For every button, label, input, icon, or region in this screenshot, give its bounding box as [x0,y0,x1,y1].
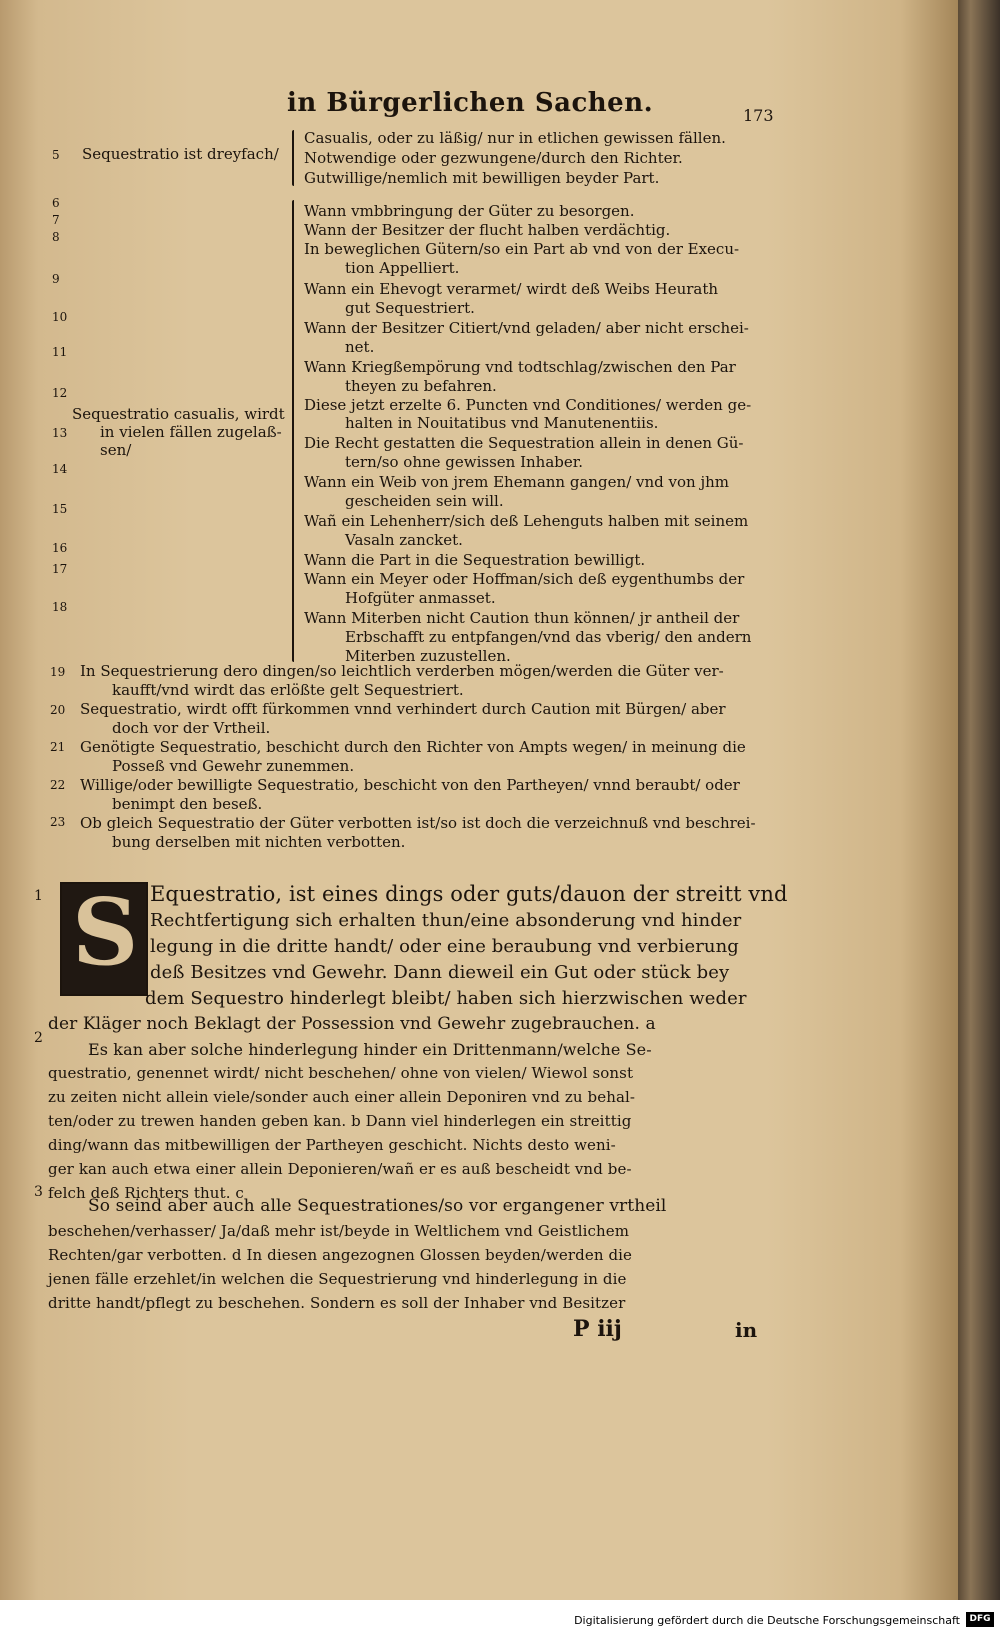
table1-item: Gutwillige/nemlich mit bewilligen beyder Part. [304,169,660,187]
body-line: Rechten/gar verbotten. d In diesen angezognen Glossen beyden/werden die [48,1246,633,1264]
table2-item: In beweglichen Gütern/so ein Part ab vnd von der Execu- [304,240,740,258]
margin-number: 7 [52,213,60,227]
margin-number: 14 [52,462,68,476]
margin-number: 12 [52,386,68,400]
body-line: dem Sequestro hinderlegt bleibt/ haben sich hierzwischen weder [145,988,747,1009]
table2-item: theyen zu befahren. [345,377,497,395]
table1-bracket [292,130,294,186]
margin-number: 1 [34,888,43,904]
decorated-initial: S [72,878,139,986]
body-line: ten/oder zu trewen handen geben kan. b Dann viel hinderlegen ein streittig [48,1112,632,1130]
summary-line: benimpt den beseß. [112,795,263,813]
summary-line: Genötigte Sequestratio, beschicht durch den Richter von Ampts wegen/ in meinung die [80,738,746,756]
catchword: in [735,1318,758,1342]
table2-item: gut Sequestriert. [345,299,475,317]
table2-item: halten in Nouitatibus vnd Manutenentiis. [345,414,659,432]
margin-number: 8 [52,230,60,244]
folio-number: 173 [743,106,774,125]
margin-number: 20 [50,703,66,717]
margin-number: 19 [50,665,66,679]
body-line: questratio, genennet wirdt/ nicht beschehen/ ohne von vielen/ Wiewol sonst [48,1064,634,1082]
summary-line: Willige/oder bewilligte Sequestratio, beschicht von den Partheyen/ vnnd beraubt/ oder [80,776,740,794]
table2-item: tion Appelliert. [345,259,460,277]
body-line: deß Besitzes vnd Gewehr. Dann dieweil ein Gut oder stück bey [150,962,730,983]
book-spine [958,0,1000,1600]
table2-item: Erbschafft zu entpfangen/vnd das vberig/ den andern [345,628,752,646]
table2-item: tern/so ohne gewissen Inhaber. [345,453,584,471]
table2-item: Die Recht gestatten die Sequestration allein in denen Gü- [304,434,744,452]
table2-item: net. [345,338,375,356]
margin-number: 16 [52,541,68,555]
table2-item: Diese jetzt erzelte 6. Puncten vnd Conditiones/ werden ge- [304,396,752,414]
table2-item: Wann Kriegßempörung vnd todtschlag/zwischen den Par [304,358,736,376]
body-line: felch deß Richters thut. c [48,1184,244,1202]
margin-number: 21 [50,740,66,754]
margin-number: 3 [34,1184,43,1200]
body-line: legung in die dritte handt/ oder eine beraubung vnd verbierung [150,936,739,957]
body-line: Rechtfertigung sich erhalten thun/eine absonderung vnd hinder [150,910,742,931]
margin-number: 2 [34,1030,43,1046]
table2-item: Wann der Besitzer der flucht halben verdächtig. [304,221,671,239]
body-line: zu zeiten nicht allein viele/sonder auch einer allein Deponiren vnd zu behal- [48,1088,636,1106]
margin-number: 15 [52,502,68,516]
body-line: der Kläger noch Beklagt der Possession vnd Gewehr zugebrauchen. a [48,1014,656,1034]
table1-item: Casualis, oder zu läßig/ nur in etlichen gewissen fällen. [304,129,726,147]
table2-item: Wann ein Ehevogt verarmet/ wirdt deß Weibs Heurath [304,280,719,298]
summary-line: In Sequestrierung dero dingen/so leichtlich verderben mögen/werden die Güter ver- [80,662,724,680]
table2-bracket [292,200,294,662]
table2-item: Wann vmbbringung der Güter zu besorgen. [304,202,635,220]
body-line: So seind aber auch alle Sequestrationes/so vor ergangener vrtheil [88,1196,667,1216]
margin-number: 22 [50,778,66,792]
body-line: jenen fälle erzehlet/in welchen die Sequestrierung vnd hinderlegung in die [48,1270,627,1288]
summary-line: bung derselben mit nichten verbotten. [112,833,406,851]
table2-item: Wann die Part in die Sequestration bewilligt. [304,551,646,569]
body-line: dritte handt/pflegt zu beschehen. Sondern es soll der Inhaber vnd Besitzer [48,1294,626,1312]
margin-number: 5 [52,148,60,162]
summary-line: Posseß vnd Gewehr zunemmen. [112,757,355,775]
margin-number: 11 [52,345,68,359]
summary-line: Sequestratio, wirdt offt fürkommen vnnd verhindert durch Caution mit Bürgen/ aber [80,700,726,718]
margin-number: 23 [50,815,66,829]
table1-item: Notwendige oder gezwungene/durch den Richter. [304,149,683,167]
body-line: Es kan aber solche hinderlegung hinder ein Drittenmann/welche Se- [88,1040,652,1059]
table2-item: Wañ ein Lehenherr/sich deß Lehenguts halben mit seinem [304,512,749,530]
table2-label: sen/ [100,441,132,459]
body-line: ger kan auch etwa einer allein Deponieren/wañ er es auß bescheidt vnd be- [48,1160,632,1178]
body-line: beschehen/verhasser/ Ja/daß mehr ist/beyde in Weltlichem vnd Geistlichem [48,1222,630,1240]
table1-label: Sequestratio ist dreyfach/ [82,145,279,163]
table2-item: Wann ein Weib von jrem Ehemann gangen/ vnd von jhm [304,473,729,491]
table2-item: Wann Miterben nicht Caution thun können/ jr antheil der [304,609,740,627]
summary-line: kaufft/vnd wirdt das erlößte gelt Sequestriert. [112,681,464,699]
margin-number: 10 [52,310,68,324]
table2-label: Sequestratio casualis, wirdt [72,405,285,423]
table2-label: in vielen fällen zugelaß- [100,423,282,441]
body-line: ding/wann das mitbewilligen der Partheyen geschicht. Nichts desto weni- [48,1136,616,1154]
table2-item: Vasaln zancket. [345,531,463,549]
summary-line: Ob gleich Sequestratio der Güter verbotten ist/so ist doch die verzeichnuß vnd beschrei- [80,814,756,832]
footer-credit: Digitalisierung gefördert durch die Deutsche Forschungsgemeinschaft [574,1614,960,1627]
table2-item: Miterben zuzustellen. [345,647,511,665]
body-line: Equestratio, ist eines dings oder guts/dauon der streitt vnd [150,882,788,906]
summary-line: doch vor der Vrtheil. [112,719,271,737]
margin-number: 9 [52,272,60,286]
margin-number: 18 [52,600,68,614]
table2-item: Wann ein Meyer oder Hoffman/sich deß eygenthumbs der [304,570,745,588]
margin-number: 17 [52,562,68,576]
table2-item: gescheiden sein will. [345,492,504,510]
margin-number: 6 [52,196,60,210]
signature-mark: P iij [573,1316,622,1342]
table2-item: Hofgüter anmasset. [345,589,496,607]
dfg-logo: DFG [966,1612,994,1627]
margin-number: 13 [52,426,68,440]
table2-item: Wann der Besitzer Citiert/vnd geladen/ aber nicht erschei- [304,319,749,337]
running-head: in Bürgerlichen Sachen. [287,88,654,118]
